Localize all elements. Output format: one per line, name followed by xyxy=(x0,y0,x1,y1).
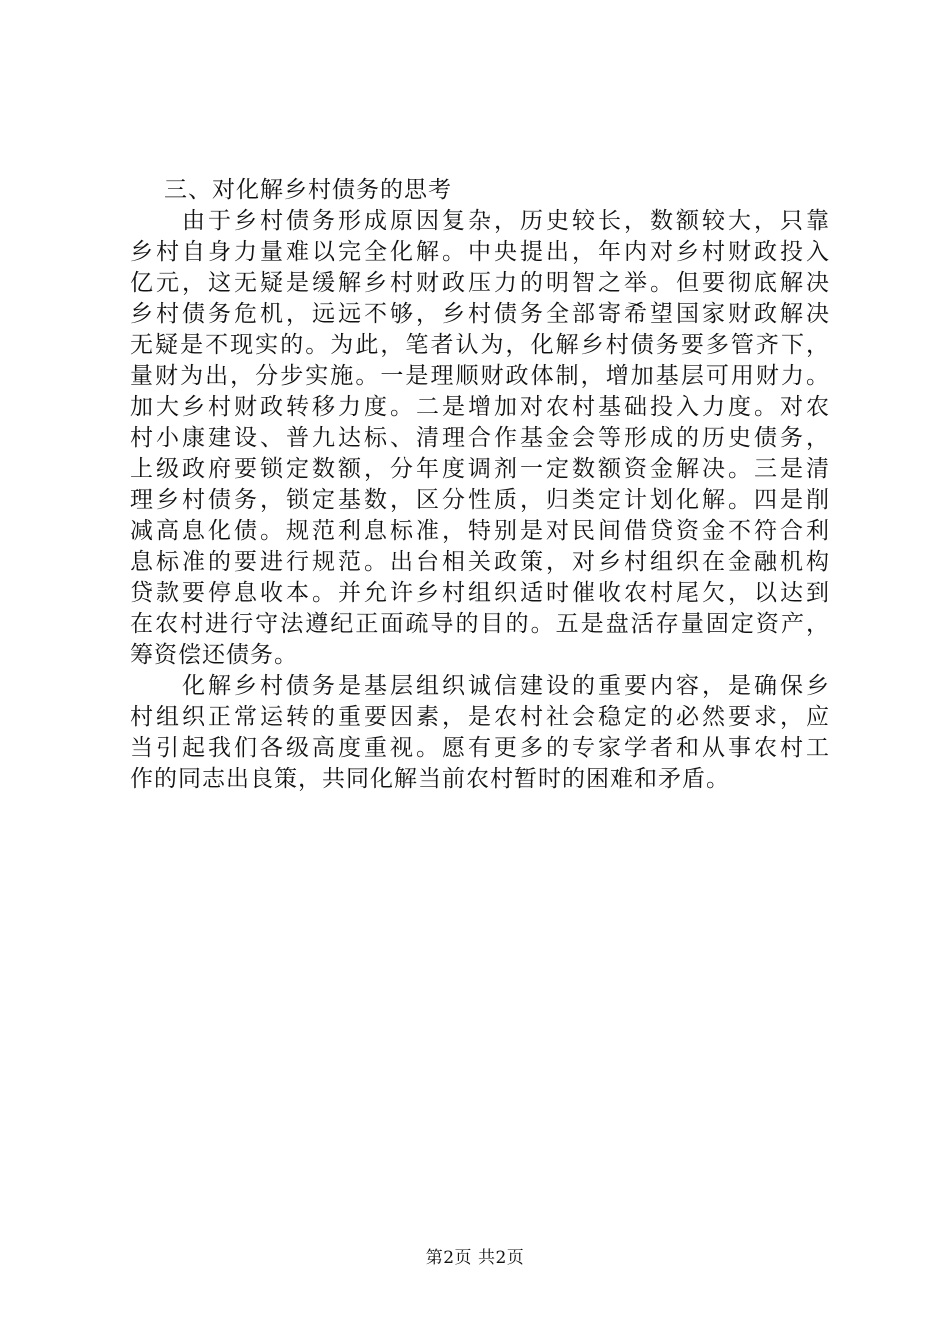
page-number-footer: 第2页 共2页 xyxy=(425,1248,525,1268)
paragraph-line: 村组织正常运转的重要因素，是农村社会稳定的必然要求，应 xyxy=(130,704,830,730)
paragraph-line: 作的同志出良策，共同化解当前农村暂时的困难和矛盾。 xyxy=(130,766,730,792)
paragraph-line: 乡村自身力量难以完全化解。中央提出，年内对乡村财政投入 xyxy=(130,239,830,265)
paragraph-line: 上级政府要锁定数额，分年度调剂一定数额资金解决。三是清 xyxy=(130,456,830,482)
paragraph-line: 村小康建设、普九达标、清理合作基金会等形成的历史债务， xyxy=(130,425,830,451)
paragraph-line: 息标准的要进行规范。出台相关政策，对乡村组织在金融机构 xyxy=(130,549,830,575)
section-heading: 三、对化解乡村债务的思考 xyxy=(164,177,452,203)
paragraph-line: 化解乡村债务是基层组织诚信建设的重要内容，是确保乡 xyxy=(182,673,830,699)
paragraph-line: 理乡村债务，锁定基数，区分性质，归类定计划化解。四是削 xyxy=(130,487,830,513)
paragraph-line: 在农村进行守法遵纪正面疏导的目的。五是盘活存量固定资产， xyxy=(130,611,830,637)
paragraph-line: 由于乡村债务形成原因复杂，历史较长，数额较大，只靠 xyxy=(182,208,830,234)
paragraph-line: 贷款要停息收本。并允许乡村组织适时催收农村尾欠，以达到 xyxy=(130,580,830,606)
paragraph-line: 加大乡村财政转移力度。二是增加对农村基础投入力度。对农 xyxy=(130,394,830,420)
paragraph-line: 乡村债务危机，远远不够，乡村债务全部寄希望国家财政解决 xyxy=(130,301,830,327)
paragraph-line: 当引起我们各级高度重视。愿有更多的专家学者和从事农村工 xyxy=(130,735,830,761)
paragraph-line: 减高息化债。规范利息标准，特别是对民间借贷资金不符合利 xyxy=(130,518,830,544)
paragraph-line: 无疑是不现实的。为此，笔者认为，化解乡村债务要多管齐下， xyxy=(130,332,830,358)
document-body xyxy=(130,175,830,795)
paragraph-1 xyxy=(130,206,830,671)
paragraph-line: 量财为出，分步实施。一是理顺财政体制，增加基层可用财力。 xyxy=(130,363,830,389)
paragraph-line: 亿元，这无疑是缓解乡村财政压力的明智之举。但要彻底解决 xyxy=(130,270,830,296)
paragraph-line: 筹资偿还债务。 xyxy=(130,642,298,668)
paragraph-2 xyxy=(130,671,830,795)
